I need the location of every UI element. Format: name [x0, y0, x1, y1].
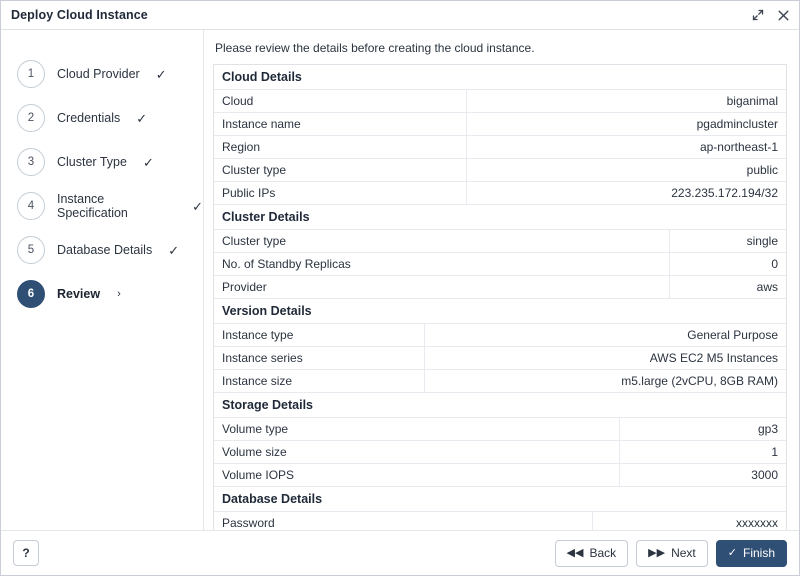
row-value: aws [669, 276, 786, 299]
step-cluster-type[interactable] [1, 140, 203, 184]
row-key: Provider [214, 276, 669, 299]
step-review[interactable] [1, 272, 203, 316]
row-value: ap-northeast-1 [466, 136, 786, 159]
next-button[interactable] [636, 540, 708, 567]
table-cluster-details [214, 230, 786, 299]
table-row [214, 182, 786, 205]
row-key: Instance name [214, 113, 466, 136]
row-value: gp3 [619, 418, 786, 441]
step-label: Review [57, 287, 101, 301]
step-number: 4 [17, 192, 45, 220]
row-key: Cluster type [214, 159, 466, 182]
step-label: Credentials [57, 111, 121, 125]
table-version-details [214, 324, 786, 393]
table-row [214, 370, 786, 393]
dialog-footer [1, 530, 799, 575]
row-value: biganimal [466, 90, 786, 113]
table-row [214, 441, 786, 464]
check-icon: ✓ [168, 242, 180, 258]
row-key: Instance type [214, 324, 424, 347]
dialog-title: Deploy Cloud Instance [11, 8, 148, 22]
table-storage-details [214, 418, 786, 487]
window-actions [751, 1, 790, 29]
table-row [214, 276, 786, 299]
row-key: Volume IOPS [214, 464, 619, 487]
row-key: Instance series [214, 347, 424, 370]
row-key: Volume size [214, 441, 619, 464]
table-row [214, 90, 786, 113]
step-label: Cluster Type [57, 155, 127, 169]
dialog-titlebar [1, 1, 799, 30]
section-title-storage-details: Storage Details [214, 393, 786, 418]
review-panel [204, 30, 799, 530]
row-value: AWS EC2 M5 Instances [424, 347, 786, 370]
finish-button-label: Finish [742, 546, 775, 560]
table-database-details [214, 512, 786, 530]
section-title-version-details: Version Details [214, 299, 786, 324]
row-key: Cluster type [214, 230, 669, 253]
row-value: 0 [669, 253, 786, 276]
row-key: Cloud [214, 90, 466, 113]
step-credentials[interactable] [1, 96, 203, 140]
step-number: 2 [17, 104, 45, 132]
table-row [214, 324, 786, 347]
help-button[interactable]: ? [13, 540, 39, 566]
chevron-right-icon: › [117, 287, 121, 300]
step-number: 5 [17, 236, 45, 264]
row-value: 3000 [619, 464, 786, 487]
check-icon: ✓ [155, 66, 167, 82]
check-icon: ✓ [142, 154, 154, 170]
table-row [214, 464, 786, 487]
step-database-details[interactable] [1, 228, 203, 272]
close-icon[interactable] [776, 8, 790, 22]
review-intro-text: Please review the details before creating the cloud instance. [215, 41, 535, 55]
row-value: xxxxxxx [592, 512, 786, 530]
check-icon: ✓ [136, 110, 148, 126]
row-key: Region [214, 136, 466, 159]
step-label: Database Details [57, 243, 153, 257]
expand-diagonal-icon[interactable] [751, 8, 765, 22]
table-row [214, 253, 786, 276]
row-value: 223.235.172.194/32 [466, 182, 786, 205]
step-label: Instance Specification [57, 192, 128, 220]
review-details [213, 64, 787, 530]
table-row [214, 347, 786, 370]
step-cloud-provider[interactable] [1, 52, 203, 96]
back-button[interactable] [555, 540, 629, 567]
table-cloud-details [214, 90, 786, 205]
back-arrow-icon: ◀◀ [566, 546, 584, 559]
row-value: General Purpose [424, 324, 786, 347]
row-value: 1 [619, 441, 786, 464]
finish-button[interactable] [716, 540, 787, 567]
row-key: No. of Standby Replicas [214, 253, 669, 276]
row-value: m5.large (2vCPU, 8GB RAM) [424, 370, 786, 393]
row-key: Instance size [214, 370, 424, 393]
back-button-label: Back [589, 546, 617, 560]
table-row [214, 230, 786, 253]
row-key: Password [214, 512, 592, 530]
row-value: public [466, 159, 786, 182]
row-key: Public IPs [214, 182, 466, 205]
step-number: 6 [17, 280, 45, 308]
dialog-body [1, 30, 799, 530]
check-icon: ✓ [192, 198, 203, 214]
table-row [214, 159, 786, 182]
section-title-database-details: Database Details [214, 487, 786, 512]
table-row [214, 418, 786, 441]
next-button-label: Next [671, 546, 696, 560]
check-icon: ✓ [727, 546, 737, 559]
step-number: 1 [17, 60, 45, 88]
step-number: 3 [17, 148, 45, 176]
wizard-steps [1, 30, 204, 530]
section-title-cluster-details: Cluster Details [214, 205, 786, 230]
table-row [214, 113, 786, 136]
row-value: pgadmincluster [466, 113, 786, 136]
section-title-cloud-details: Cloud Details [214, 65, 786, 90]
row-value: single [669, 230, 786, 253]
row-key: Volume type [214, 418, 619, 441]
table-row [214, 136, 786, 159]
step-instance-specification[interactable] [1, 184, 203, 228]
table-row [214, 512, 786, 530]
next-arrow-icon: ▶▶ [648, 546, 666, 559]
step-label: Cloud Provider [57, 67, 140, 81]
